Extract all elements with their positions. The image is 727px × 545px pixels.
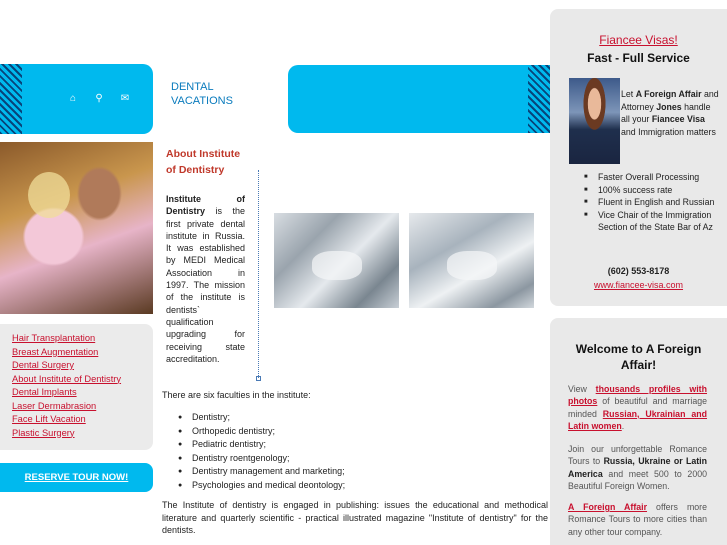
header-icon-bar	[66, 94, 132, 104]
nav-link-breast-augmentation[interactable]: Breast Augmentation	[12, 346, 99, 357]
list-item: ● Psychologies and medical deontology;	[178, 479, 345, 493]
women-link[interactable]: Russian, Ukrainian and Latin women	[568, 408, 708, 431]
dotted-divider	[258, 170, 259, 378]
nav-link-face-lift[interactable]: Face Lift Vacation	[12, 414, 86, 424]
affair-ad-paragraph-2	[568, 443, 707, 492]
visa-ad-subtitle: Fast - Full Service	[587, 51, 690, 65]
home-icon[interactable]: ⌂	[69, 93, 77, 104]
foreign-affair-ad	[550, 318, 727, 545]
about-text: is the first private dental institute in Russia. It was established by MEDI Medical Association in 1997. The mission of the institute is dentists` qualification upgrading for receiving state accreditation.	[166, 206, 245, 364]
list-item: ■ 100% success rate	[584, 184, 721, 197]
brand-line-1: DENTAL	[171, 81, 214, 93]
publishing-paragraph: The Institute of dentistry is engaged in publishing: issues the educational and methodical literature and quarterly scientific - practical illustrated magazine "Institute of dentistry" for the dentists.	[162, 500, 548, 535]
list-item: ■ Faster Overall Processing	[584, 171, 721, 184]
couple-photo	[0, 142, 153, 314]
profiles-link[interactable]: thousands profiles with photos	[568, 384, 707, 407]
nav-link-hair-transplantation[interactable]: Hair Transplantation	[12, 333, 96, 343]
intro-text: and Attorney	[621, 89, 719, 112]
para-text: offers more Romance Tours to more cities than any other tour company.	[568, 502, 707, 537]
list-item: ● Pediatric dentistry;	[178, 438, 345, 452]
intro-text: Let	[621, 89, 636, 99]
list-item: ● Orthopedic dentistry;	[178, 425, 345, 439]
page-title: About Institute of Dentistry	[166, 148, 241, 176]
mail-icon[interactable]: ✉	[120, 93, 130, 104]
intro-bold: A Foreign Affair	[635, 89, 702, 99]
affair-ad-title: Welcome to A Foreign Affair!	[575, 342, 702, 372]
fiancee-visa-ad	[550, 9, 727, 306]
nav-link-dental-implants[interactable]: Dental Implants	[12, 387, 77, 397]
para-bold: Russia, Ukraine or Latin America	[568, 456, 707, 479]
para-text: and meet 500 to 2000 Beautiful Foreign Women.	[568, 468, 707, 491]
visa-features-list	[584, 171, 721, 234]
about-paragraph	[166, 193, 245, 365]
dental-office-photo-1	[274, 213, 399, 308]
site-brand[interactable]	[171, 80, 233, 108]
affair-ad-paragraph-3	[568, 501, 707, 538]
visa-phone: (602) 553-8178	[607, 266, 670, 276]
hatch-decoration	[528, 65, 550, 133]
dental-office-photo-2	[409, 213, 534, 308]
nav-link-plastic-surgery[interactable]: Plastic Surgery	[12, 427, 75, 438]
nav-link-laser-dermabrasion[interactable]: Laser Dermabrasion	[12, 400, 97, 411]
side-nav	[0, 324, 153, 450]
visa-website-link[interactable]: www.fiancee-visa.com	[593, 280, 684, 290]
para-text: of beautiful and marriage minded	[568, 396, 707, 419]
header-right-banner	[288, 65, 550, 133]
para-text: Join our unforgettable Romance Tours to	[568, 444, 707, 467]
attorney-portrait	[569, 78, 620, 164]
intro-text: handle all your	[621, 101, 711, 125]
intro-text: and Immigration matters	[621, 126, 716, 137]
visa-ad-title-link[interactable]: Fiancee Visas!	[599, 33, 678, 47]
hatch-decoration	[0, 64, 22, 134]
affair-ad-paragraph-1	[568, 383, 707, 432]
search-icon[interactable]: ⚲	[95, 93, 103, 104]
para-text: View	[568, 384, 596, 394]
list-item: ■ Vice Chair of the Immigration Section of the State Bar of Az	[584, 209, 721, 234]
institute-name: Institute of Dentistry	[166, 194, 245, 217]
divider-endcap	[256, 376, 261, 381]
list-item: ● Dentistry;	[178, 411, 345, 425]
intro-bold: Jones	[656, 101, 682, 112]
nav-link-about-institute[interactable]: About Institute of Dentistry	[12, 373, 122, 384]
faculties-intro: There are six faculties in the institute:	[162, 390, 311, 400]
para-text: .	[621, 420, 625, 431]
reserve-tour-button[interactable]: RESERVE TOUR NOW!	[0, 463, 153, 492]
nav-link-dental-surgery[interactable]: Dental Surgery	[12, 360, 75, 370]
faculties-list	[178, 411, 345, 492]
visa-ad-intro	[621, 88, 721, 138]
list-item: ● Dentistry management and marketing;	[178, 465, 345, 479]
header-left-banner	[0, 64, 153, 134]
brand-line-2: VACATIONS	[171, 95, 233, 107]
list-item: ■ Fluent in English and Russian	[584, 196, 721, 209]
list-item: ● Dentistry roentgenology;	[178, 452, 345, 466]
intro-bold: Fiancee Visa	[651, 114, 705, 125]
foreign-affair-link[interactable]: A Foreign Affair	[568, 502, 648, 512]
